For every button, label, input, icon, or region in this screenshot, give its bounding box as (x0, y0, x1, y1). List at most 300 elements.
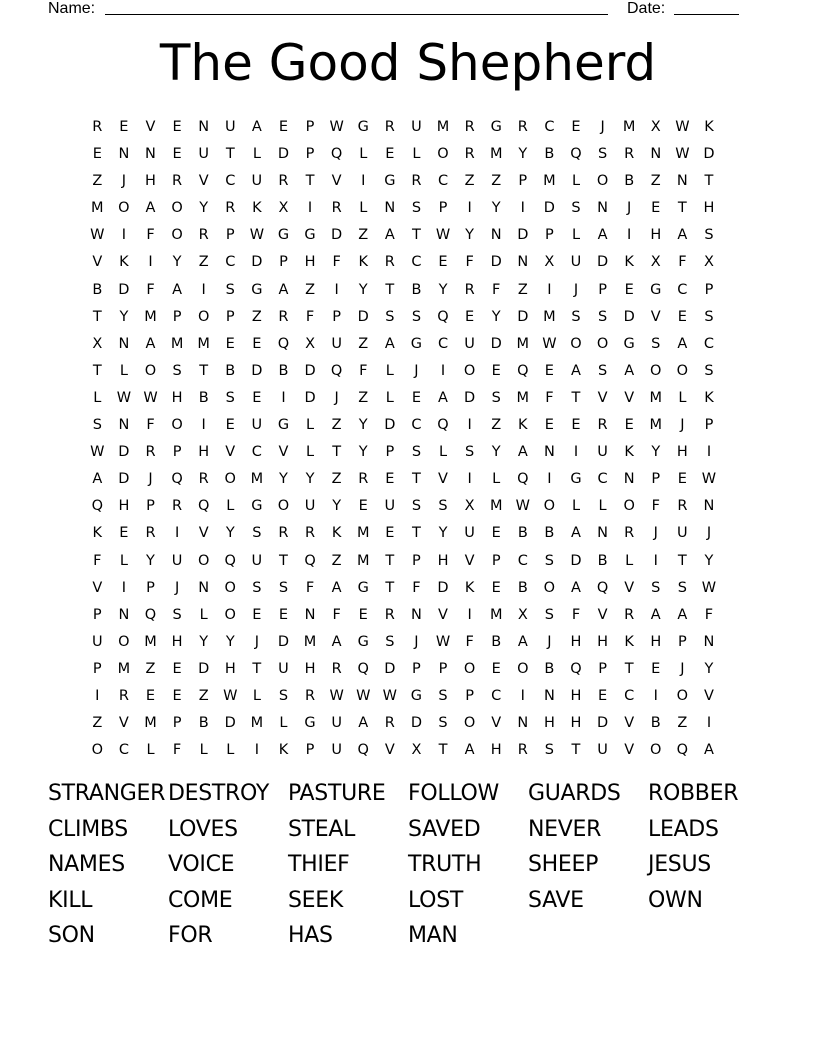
grid-letter[interactable]: L (146, 742, 155, 759)
grid-letter[interactable]: W (542, 335, 557, 352)
grid-letter[interactable]: O (623, 498, 635, 515)
grid-letter[interactable]: A (571, 579, 581, 596)
grid-letter[interactable]: V (491, 715, 502, 732)
grid-letter[interactable]: E (624, 417, 634, 434)
grid-letter[interactable]: L (598, 498, 607, 515)
grid-letter[interactable]: S (385, 633, 395, 650)
grid-letter[interactable]: N (703, 498, 715, 515)
grid-letter[interactable]: E (651, 200, 661, 217)
grid-letter[interactable]: A (331, 633, 342, 650)
grid-letter[interactable]: I (547, 281, 552, 298)
grid-letter[interactable]: M (516, 389, 530, 406)
grid-letter[interactable]: B (544, 146, 555, 163)
grid-letter[interactable]: Y (119, 308, 129, 325)
grid-letter[interactable]: S (465, 444, 475, 461)
grid-letter[interactable]: I (121, 579, 127, 596)
grid-letter[interactable]: F (571, 606, 581, 623)
grid-letter[interactable]: K (92, 525, 103, 542)
grid-letter[interactable]: T (199, 362, 209, 379)
grid-letter[interactable]: V (650, 308, 661, 325)
grid-letter[interactable]: C (225, 173, 236, 190)
grid-letter[interactable]: S (597, 146, 608, 163)
grid-letter[interactable]: P (172, 308, 182, 325)
grid-letter[interactable]: E (385, 146, 395, 163)
grid-letter[interactable]: Z (677, 715, 688, 732)
grid-letter[interactable]: K (119, 254, 129, 271)
grid-letter[interactable]: D (331, 227, 343, 244)
grid-letter[interactable]: O (543, 579, 556, 596)
grid-letter[interactable]: V (597, 606, 608, 623)
grid-letter[interactable]: E (465, 308, 475, 325)
grid-letter[interactable]: I (573, 444, 579, 461)
grid-letter[interactable]: T (385, 281, 395, 298)
grid-letter[interactable]: P (305, 146, 315, 163)
grid-letter[interactable]: A (517, 633, 528, 650)
grid-letter[interactable]: V (384, 742, 395, 759)
grid-letter[interactable]: G (410, 687, 423, 704)
grid-letter[interactable]: O (144, 362, 157, 379)
grid-letter[interactable]: D (570, 552, 582, 569)
grid-letter[interactable]: M (250, 471, 264, 488)
grid-letter[interactable]: J (547, 633, 552, 650)
grid-letter[interactable]: H (570, 715, 582, 732)
grid-letter[interactable]: F (359, 362, 368, 379)
grid-letter[interactable]: V (624, 742, 635, 759)
grid-letter[interactable]: D (277, 146, 290, 163)
grid-letter[interactable]: W (515, 498, 530, 515)
grid-letter[interactable]: F (704, 606, 714, 623)
grid-letter[interactable]: T (571, 389, 581, 406)
grid-letter[interactable]: Y (305, 471, 315, 488)
grid-letter[interactable]: T (385, 552, 395, 569)
grid-letter[interactable]: N (118, 417, 130, 434)
grid-letter[interactable]: U (331, 715, 342, 732)
grid-letter[interactable]: X (517, 606, 528, 623)
grid-letter[interactable]: L (359, 200, 368, 217)
grid-letter[interactable]: D (304, 362, 316, 379)
grid-letter[interactable]: Z (517, 281, 528, 298)
grid-letter[interactable]: N (543, 444, 555, 461)
grid-letter[interactable]: E (491, 362, 501, 379)
grid-letter[interactable]: L (226, 498, 235, 515)
grid-letter[interactable]: X (92, 335, 103, 352)
grid-letter[interactable]: V (198, 173, 209, 190)
grid-letter[interactable]: E (252, 606, 262, 623)
grid-letter[interactable]: L (119, 552, 128, 569)
grid-letter[interactable]: E (544, 417, 554, 434)
grid-letter[interactable]: P (305, 742, 315, 759)
grid-letter[interactable]: S (677, 579, 687, 596)
grid-letter[interactable]: K (464, 579, 475, 596)
grid-letter[interactable]: S (571, 200, 581, 217)
grid-letter[interactable]: D (410, 715, 422, 732)
grid-letter[interactable]: E (145, 687, 156, 704)
grid-letter[interactable]: L (306, 417, 315, 434)
grid-letter[interactable]: U (304, 498, 316, 515)
grid-letter[interactable]: B (225, 362, 236, 379)
grid-letter[interactable]: V (438, 606, 448, 623)
grid-letter[interactable]: C (677, 281, 688, 298)
grid-letter[interactable]: I (201, 281, 206, 298)
grid-letter[interactable]: P (385, 444, 395, 461)
grid-letter[interactable]: A (358, 715, 369, 732)
grid-letter[interactable]: B (650, 715, 661, 732)
grid-letter[interactable]: V (92, 254, 103, 271)
grid-letter[interactable]: E (385, 525, 395, 542)
grid-letter[interactable]: K (518, 417, 528, 434)
grid-letter[interactable]: L (93, 389, 102, 406)
grid-letter[interactable]: C (703, 335, 715, 352)
grid-letter[interactable]: W (90, 444, 105, 461)
grid-letter[interactable]: O (596, 335, 609, 352)
grid-letter[interactable]: P (704, 417, 714, 434)
grid-letter[interactable]: S (651, 579, 661, 596)
grid-letter[interactable]: L (359, 146, 368, 163)
grid-letter[interactable]: B (544, 660, 555, 677)
grid-letter[interactable]: I (467, 471, 472, 488)
grid-letter[interactable]: V (145, 119, 156, 135)
grid-letter[interactable]: L (412, 146, 421, 163)
grid-letter[interactable]: A (571, 525, 581, 542)
grid-letter[interactable]: S (438, 687, 448, 704)
grid-letter[interactable]: R (384, 606, 395, 623)
grid-letter[interactable]: Y (146, 552, 155, 569)
grid-letter[interactable]: B (92, 281, 103, 298)
grid-letter[interactable]: H (650, 227, 662, 244)
grid-letter[interactable]: L (438, 444, 448, 461)
grid-letter[interactable]: H (224, 660, 236, 677)
grid-letter[interactable]: Q (437, 308, 449, 325)
grid-letter[interactable]: U (570, 254, 582, 271)
grid-letter[interactable]: F (146, 417, 155, 434)
grid-letter[interactable]: R (92, 119, 103, 135)
grid-letter[interactable]: J (414, 362, 419, 379)
grid-letter[interactable]: K (278, 742, 289, 759)
grid-letter[interactable]: S (411, 444, 422, 461)
grid-letter[interactable]: W (143, 389, 158, 406)
grid-letter[interactable]: L (385, 389, 394, 406)
grid-letter[interactable]: L (279, 715, 288, 732)
grid-letter[interactable]: W (435, 227, 451, 244)
grid-letter[interactable]: D (118, 471, 130, 488)
grid-letter[interactable]: Y (491, 444, 501, 461)
grid-letter[interactable]: P (465, 687, 474, 704)
grid-letter[interactable]: O (224, 471, 236, 488)
grid-letter[interactable]: U (464, 335, 475, 352)
grid-letter[interactable]: F (492, 281, 501, 298)
grid-letter[interactable]: M (170, 335, 184, 352)
grid-letter[interactable]: Q (517, 471, 529, 488)
grid-letter[interactable]: Q (517, 362, 529, 379)
grid-letter[interactable]: Z (358, 335, 369, 352)
grid-letter[interactable]: L (199, 606, 208, 623)
grid-letter[interactable]: J (600, 119, 605, 135)
grid-letter[interactable]: H (490, 742, 502, 759)
grid-letter[interactable]: K (358, 254, 368, 271)
grid-letter[interactable]: H (304, 254, 316, 271)
grid-letter[interactable]: J (680, 417, 685, 434)
grid-letter[interactable]: P (598, 281, 607, 298)
grid-letter[interactable]: Z (305, 281, 316, 298)
grid-letter[interactable]: D (384, 660, 396, 677)
grid-letter[interactable]: L (678, 389, 687, 406)
grid-letter[interactable]: M (649, 389, 663, 406)
grid-letter[interactable]: I (361, 173, 366, 190)
grid-letter[interactable]: E (677, 471, 687, 488)
grid-letter[interactable]: A (464, 742, 475, 759)
grid-letter[interactable]: A (677, 227, 688, 244)
grid-letter[interactable]: Y (491, 200, 501, 217)
grid-letter[interactable]: F (332, 254, 341, 271)
grid-letter[interactable]: Q (330, 146, 343, 163)
grid-letter[interactable]: B (198, 715, 209, 732)
grid-letter[interactable]: G (650, 281, 662, 298)
grid-letter[interactable]: C (544, 119, 555, 135)
grid-letter[interactable]: N (597, 525, 608, 542)
grid-letter[interactable]: E (252, 335, 262, 352)
grid-letter[interactable]: I (706, 715, 712, 732)
grid-letter[interactable]: I (201, 417, 206, 434)
grid-letter[interactable]: F (412, 579, 421, 596)
grid-letter[interactable]: U (677, 525, 688, 542)
grid-letter[interactable]: M (117, 660, 131, 677)
grid-letter[interactable]: I (467, 417, 472, 434)
grid-letter[interactable]: J (414, 633, 419, 650)
grid-letter[interactable]: P (518, 173, 528, 190)
grid-letter[interactable]: X (650, 119, 661, 135)
grid-letter[interactable]: P (598, 660, 607, 677)
grid-letter[interactable]: M (489, 606, 503, 623)
grid-letter[interactable]: W (675, 119, 690, 135)
grid-letter[interactable]: M (91, 200, 104, 217)
grid-letter[interactable]: L (571, 498, 581, 515)
grid-letter[interactable]: V (624, 389, 635, 406)
grid-letter[interactable]: I (148, 254, 153, 271)
grid-letter[interactable]: I (467, 200, 472, 217)
grid-letter[interactable]: O (171, 417, 183, 434)
grid-letter[interactable]: O (570, 335, 582, 352)
grid-letter[interactable]: F (146, 281, 155, 298)
grid-letter[interactable]: D (437, 579, 449, 596)
grid-letter[interactable]: S (704, 308, 714, 325)
grid-letter[interactable]: O (650, 362, 662, 379)
grid-letter[interactable]: R (624, 525, 635, 542)
grid-letter[interactable]: G (357, 119, 369, 135)
grid-letter[interactable]: T (677, 552, 687, 569)
grid-letter[interactable]: D (198, 660, 210, 677)
grid-letter[interactable]: R (145, 525, 156, 542)
grid-letter[interactable]: A (677, 335, 688, 352)
grid-letter[interactable]: C (251, 444, 262, 461)
grid-letter[interactable]: U (597, 444, 608, 461)
grid-letter[interactable]: I (627, 227, 632, 244)
grid-letter[interactable]: I (281, 389, 286, 406)
grid-letter[interactable]: E (491, 525, 501, 542)
grid-letter[interactable]: T (332, 444, 342, 461)
grid-letter[interactable]: J (627, 200, 632, 217)
grid-letter[interactable]: F (93, 552, 102, 569)
grid-letter[interactable]: Z (358, 389, 369, 406)
grid-letter[interactable]: V (92, 579, 103, 596)
grid-letter[interactable]: R (384, 119, 395, 135)
grid-letter[interactable]: D (517, 308, 529, 325)
grid-letter[interactable]: Z (331, 471, 342, 488)
grid-letter[interactable]: E (651, 660, 661, 677)
grid-letter[interactable]: K (704, 389, 714, 406)
grid-letter[interactable]: V (464, 552, 475, 569)
grid-letter[interactable]: A (331, 579, 342, 596)
grid-letter[interactable]: R (464, 119, 475, 135)
grid-letter[interactable]: H (304, 660, 316, 677)
grid-letter[interactable]: F (651, 498, 660, 515)
grid-letter[interactable]: G (490, 119, 502, 135)
grid-letter[interactable]: H (118, 498, 130, 515)
grid-letter[interactable]: R (278, 308, 289, 325)
grid-letter[interactable]: Q (91, 498, 103, 515)
grid-letter[interactable]: Z (331, 417, 342, 434)
grid-letter[interactable]: O (676, 362, 689, 379)
grid-letter[interactable]: H (570, 633, 582, 650)
grid-letter[interactable]: I (706, 444, 712, 461)
grid-letter[interactable]: N (517, 254, 529, 271)
grid-letter[interactable]: P (92, 660, 102, 677)
grid-letter[interactable]: B (198, 389, 209, 406)
grid-letter[interactable]: V (118, 715, 129, 732)
grid-letter[interactable]: E (544, 362, 554, 379)
grid-letter[interactable]: J (334, 389, 339, 406)
grid-letter[interactable]: E (438, 254, 448, 271)
grid-letter[interactable]: M (489, 146, 503, 163)
grid-letter[interactable]: Z (464, 173, 475, 190)
grid-letter[interactable]: O (543, 498, 556, 515)
grid-letter[interactable]: N (145, 146, 156, 163)
grid-letter[interactable]: S (92, 417, 102, 434)
grid-letter[interactable]: W (249, 227, 265, 244)
grid-letter[interactable]: R (464, 281, 475, 298)
grid-letter[interactable]: T (279, 552, 288, 569)
grid-letter[interactable]: Q (304, 552, 316, 569)
grid-letter[interactable]: J (653, 525, 658, 542)
grid-letter[interactable]: T (92, 362, 102, 379)
grid-letter[interactable]: G (304, 227, 316, 244)
grid-letter[interactable]: D (517, 227, 529, 244)
grid-letter[interactable]: H (171, 633, 183, 650)
grid-letter[interactable]: D (357, 308, 369, 325)
grid-letter[interactable]: D (543, 200, 555, 217)
grid-letter[interactable]: U (224, 119, 236, 135)
grid-letter[interactable]: W (90, 227, 105, 244)
grid-letter[interactable]: D (224, 715, 236, 732)
grid-letter[interactable]: D (490, 254, 502, 271)
grid-letter[interactable]: G (251, 498, 263, 515)
grid-letter[interactable]: T (92, 308, 102, 325)
grid-letter[interactable]: G (304, 715, 316, 732)
grid-letter[interactable]: I (174, 525, 180, 542)
grid-letter[interactable]: M (144, 308, 157, 325)
grid-letter[interactable]: S (438, 715, 448, 732)
grid-letter[interactable]: D (623, 308, 635, 325)
grid-letter[interactable]: V (624, 715, 635, 732)
grid-letter[interactable]: P (225, 308, 235, 325)
grid-letter[interactable]: E (571, 417, 581, 434)
grid-letter[interactable]: S (544, 742, 554, 759)
grid-letter[interactable]: N (490, 227, 502, 244)
grid-letter[interactable]: V (198, 525, 209, 542)
grid-letter[interactable]: S (172, 606, 182, 623)
grid-letter[interactable]: T (704, 173, 714, 190)
grid-letter[interactable]: N (410, 606, 422, 623)
grid-letter[interactable]: F (146, 227, 155, 244)
grid-letter[interactable]: H (198, 444, 210, 461)
grid-letter[interactable]: U (198, 146, 209, 163)
grid-letter[interactable]: O (197, 308, 210, 325)
grid-letter[interactable]: D (251, 254, 263, 271)
grid-letter[interactable]: U (411, 119, 422, 135)
grid-letter[interactable]: Q (570, 146, 582, 163)
grid-letter[interactable]: P (279, 254, 288, 271)
grid-letter[interactable]: Y (358, 417, 368, 434)
grid-letter[interactable]: Y (438, 281, 448, 298)
grid-letter[interactable]: Y (279, 471, 288, 488)
grid-letter[interactable]: S (252, 579, 262, 596)
grid-letter[interactable]: S (411, 308, 422, 325)
grid-letter[interactable]: V (278, 444, 289, 461)
grid-letter[interactable]: R (624, 606, 635, 623)
grid-letter[interactable]: R (624, 146, 635, 163)
grid-letter[interactable]: N (118, 606, 130, 623)
grid-letter[interactable]: A (172, 281, 183, 298)
grid-letter[interactable]: G (570, 471, 582, 488)
grid-letter[interactable]: R (384, 254, 395, 271)
grid-letter[interactable]: X (464, 498, 475, 515)
grid-letter[interactable]: S (491, 389, 501, 406)
grid-letter[interactable]: W (356, 687, 371, 704)
grid-letter[interactable]: A (677, 606, 688, 623)
grid-letter[interactable]: R (172, 498, 183, 515)
grid-letter[interactable]: H (570, 687, 582, 704)
grid-letter[interactable]: L (199, 742, 208, 759)
grid-letter[interactable]: C (624, 687, 635, 704)
grid-letter[interactable]: U (251, 552, 263, 569)
grid-letter[interactable]: R (358, 471, 369, 488)
grid-letter[interactable]: Z (251, 308, 262, 325)
grid-letter[interactable]: I (121, 227, 127, 244)
grid-letter[interactable]: K (704, 119, 714, 135)
grid-letter[interactable]: I (653, 687, 658, 704)
grid-letter[interactable]: V (225, 444, 236, 461)
grid-letter[interactable]: Q (357, 742, 369, 759)
grid-letter[interactable]: U (331, 742, 342, 759)
grid-letter[interactable]: Q (596, 579, 609, 596)
grid-letter[interactable]: B (597, 552, 608, 569)
grid-letter[interactable]: F (465, 633, 474, 650)
grid-letter[interactable]: U (464, 525, 475, 542)
grid-letter[interactable]: C (517, 552, 528, 569)
grid-letter[interactable]: S (651, 335, 661, 352)
grid-letter[interactable]: D (304, 389, 316, 406)
grid-letter[interactable]: N (304, 606, 316, 623)
grid-letter[interactable]: S (252, 525, 262, 542)
grid-letter[interactable]: O (463, 362, 476, 379)
grid-letter[interactable]: C (491, 687, 502, 704)
grid-letter[interactable]: K (331, 525, 342, 542)
grid-letter[interactable]: N (597, 200, 608, 217)
name-blank-line[interactable] (105, 0, 608, 15)
grid-letter[interactable]: T (385, 579, 395, 596)
grid-letter[interactable]: Z (145, 660, 156, 677)
grid-letter[interactable]: A (251, 119, 262, 135)
grid-letter[interactable]: Q (277, 335, 290, 352)
